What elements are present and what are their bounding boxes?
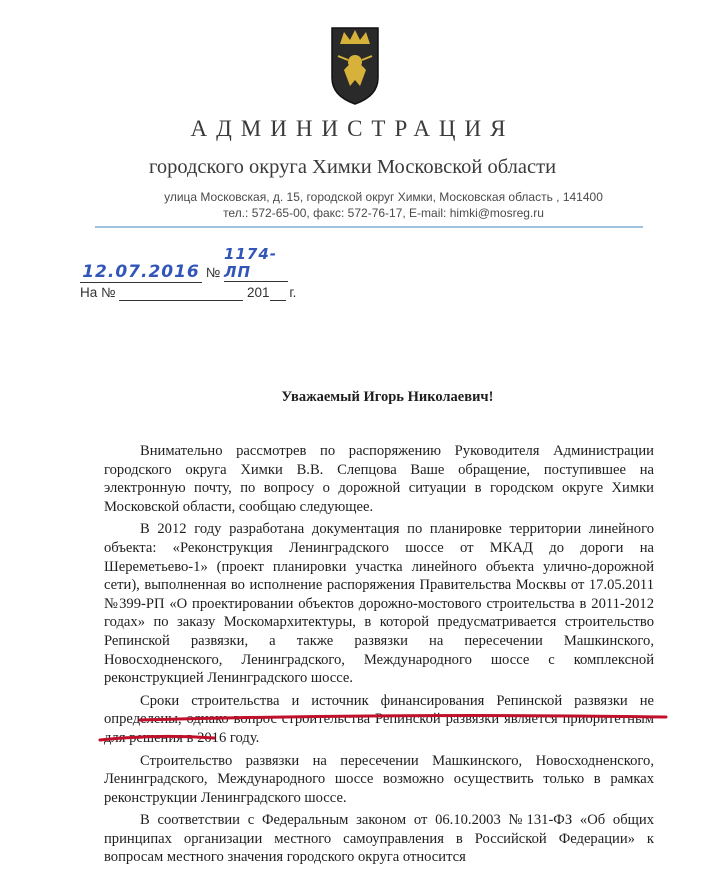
red-underline-marking [96,712,668,752]
paragraph: Строительство развязки на пересечении Машкинского, Новосходненского, Ленинградского, Международного шоссе возможно осуществить только в рамках реконструкции Ленинградского шоссе. [104,752,654,806]
reference-year: 201 [247,285,270,300]
org-title: АДМИНИСТРАЦИЯ [190,116,515,141]
contacts-line: тел.: 572-65-00, факс: 572-76-17, E-mail: himki@mosreg.ru [223,206,544,220]
org-subtitle: городского округа Химки Московской области [148,156,557,178]
letter-body [104,442,654,871]
outgoing-date: 12.07.2016 [82,262,200,282]
reference-suffix: г. [289,285,297,300]
registration-outgoing [80,245,288,283]
paragraph: Внимательно рассмотрев по распоряжению Руководителя Администрации городского округа Химки В.В. Слепцова Ваше обращение, поступившее на электронную почту, по вопросу о дорожной ситуации в городском округе Химки Московской области, сообщаю следующее. [104,443,654,515]
paragraph-highlighted: Сроки строительства и источник финансирования Репинской развязки не определены, однако вопрос строительства Репинской развязки является приоритетным для решения в 2016 году. [104,692,654,746]
greeting: Уважаемый Игорь Николаевич! [281,389,494,405]
outgoing-number: 1174-ЛП [224,245,277,281]
header-divider [95,226,643,228]
registration-reference [80,285,296,301]
paragraph: В 2012 году разработана документация по планировке территории линейного объекта: «Реконструкция Ленинградского шоссе от МКАД до дороги на Шереметьево-1» (проект планировки участка линейного объекта улично-дорожной сети), выполненная во исполнение распоряжения Правительства Москвы от 17.05.2011 №399-РП «О проектировании объектов дорожно-мостового строительства в 2011-2012 годах» по заказу Москомархитектуры, в которой предусматривается строительство Репинской развязки, а также развязки на пересечении Машкинского, Новосходненского, Ленинградского, Международного шоссе с комплексной реконструкцией Ленинградского шоссе. [104,521,654,687]
address-line: улица Московская, д. 15, городской округ Химки, Московская область , 141400 [164,190,603,204]
reference-label: На № [80,285,116,300]
coat-of-arms-icon [330,26,380,106]
number-label: № [205,265,221,280]
paragraph: В соответствии с Федеральным законом от 06.10.2003 №131-ФЗ «Об общих принципах организации местного самоуправления в Российской Федерации» к вопросам местного значения городского округа относится [104,812,654,866]
